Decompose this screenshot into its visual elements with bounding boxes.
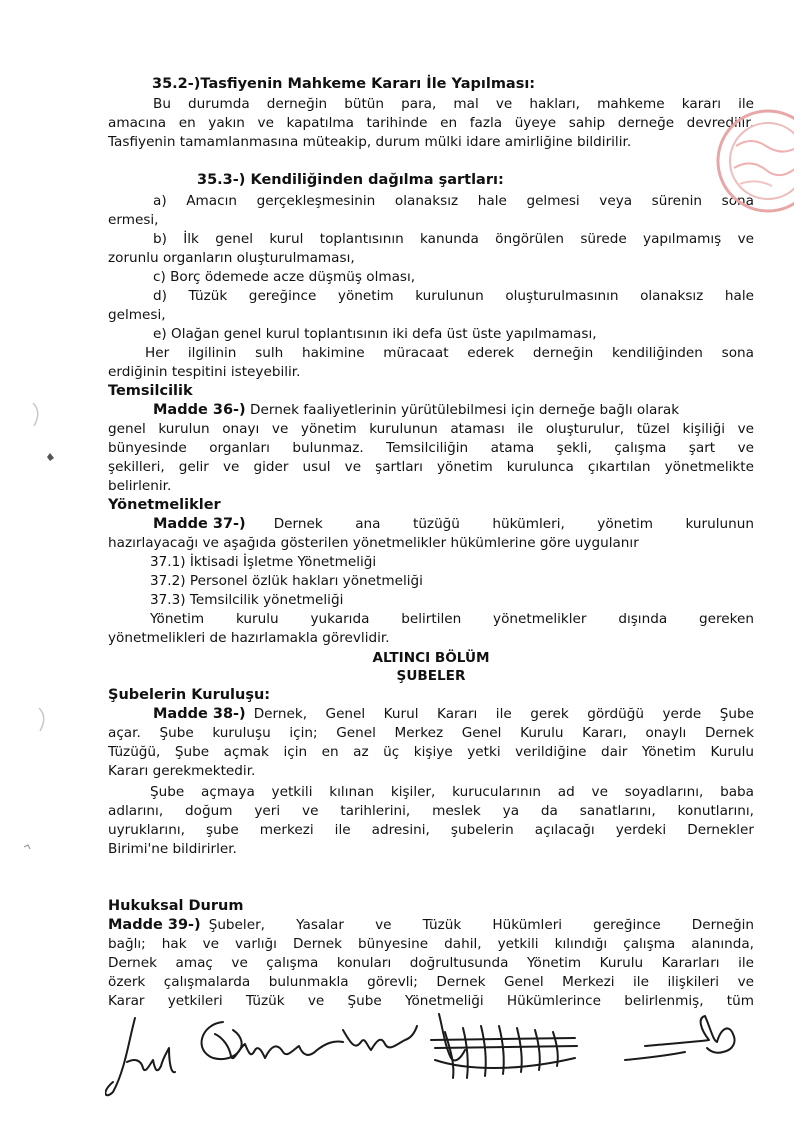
madde-39-line-1 [108, 917, 754, 934]
s352-line-1: Bu durumda derneğin bütün para, mal ve hakları, mahkeme kararı ile [153, 96, 754, 112]
s352-line-2: amacına en yakın ve kapatılma tarihinde en fazla üyeye sahip derneğe devredilir. [108, 115, 754, 131]
madde-38-line-4: Kararı gerekmektedir. [108, 763, 256, 779]
hukuksal-heading: Hukuksal Durum [108, 898, 244, 914]
yonetmelik-item-1: 37.1) İktisadi İşletme Yönetmeliği [150, 554, 377, 570]
subeler-heading: Şubelerin Kuruluşu: [108, 687, 271, 703]
s353-line-5: c) Borç ödemede acze düşmüş olması, [153, 269, 416, 285]
margin-mark-icon [30, 400, 46, 430]
madde-39-line-5: Karar yetkileri Tüzük ve Şube Yönetmeliği Hükümlerince belirlenmiş, tüm [108, 993, 754, 1009]
madde-36-text-1: Dernek faaliyetlerinin yürütülebilmesi için derneğe bağlı olarak [250, 402, 680, 418]
s353-line-7: gelmesi, [108, 307, 166, 323]
margin-speck-icon [44, 450, 58, 464]
madde-38-text-1: Dernek, Genel Kurul Kararı ile gerek gördüğü yerde Şube [253, 706, 754, 722]
madde-39-line-3: Dernek amaç ve çalışma konuları doğrultusunda Yönetim Kurulu Kararları ile [108, 955, 754, 971]
madde-37-text-1: Dernek ana tüzüğü hükümleri, yönetim kurulunun [273, 516, 754, 532]
chapter-number: ALTINCI BÖLÜM [372, 650, 490, 666]
yonetmelik-after-1: Yönetim kurulu yukarıda belirtilen yönetmelikler dışında gereken [150, 611, 754, 627]
s353-line-1: a) Amacın gerçekleşmesinin olanaksız hale gelmesi veya sürenin sona [153, 193, 754, 209]
madde-37-label: Madde 37-) [153, 516, 246, 532]
s353-line-9: Her ilgilinin sulh hakimine müracaat ederek derneğin kendiliğinden sona [145, 345, 754, 361]
madde-37-line-1 [153, 516, 754, 533]
yonetmelik-item-3: 37.3) Temsilcilik yönetmeliği [150, 592, 344, 608]
madde-36-line-5: belirlenir. [108, 478, 172, 494]
madde-38-label: Madde 38-) [153, 706, 246, 722]
madde-39-text-1: Şubeler, Yasalar ve Tüzük Hükümleri gereğince Derneğin [208, 917, 754, 933]
section-35-2-title: 35.2-)Tasfiyenin Mahkeme Kararı İle Yapılması: [152, 76, 536, 92]
margin-speck-icon-2 [20, 840, 34, 854]
yonetmelik-item-2: 37.2) Personel özlük hakları yönetmeliği [150, 573, 423, 589]
madde-39-label: Madde 39-) [108, 917, 201, 933]
s353-line-4: zorunlu organların oluşturulmaması, [108, 250, 355, 266]
madde-38-line-3: Tüzüğü, Şube açmak için en az üç kişiye yetki verildiğine dair Yönetim Kurulu [108, 744, 754, 760]
madde-36-label: Madde 36-) [153, 402, 246, 418]
s353-line-3: b) İlk genel kurul toplantısının kanunda öngörülen sürede yapılmamış ve [153, 231, 754, 247]
s353-line-2: ermesi, [108, 212, 159, 228]
madde-38-p2-line-1: Şube açmaya yetkili kılınan kişiler, kurucularının ad ve soyadlarını, baba [150, 784, 754, 800]
temsilcilik-heading: Temsilcilik [108, 383, 193, 399]
madde-38-p2-line-4: Birimi'ne bildirirler. [108, 841, 237, 857]
s352-line-3: Tasfiyenin tamamlanmasına müteakip, durum mülki idare amirliğine bildirilir. [108, 134, 632, 150]
chapter-title: ŞUBELER [396, 668, 466, 684]
madde-36-line-4: şekilleri, gelir ve gider usul ve şartları yönetim kurulunca çıkartılan yönetmelikte [108, 459, 754, 475]
s353-line-6: d) Tüzük gereğince yönetim kurulunun oluşturulmasının olanaksız hale [153, 288, 754, 304]
madde-38-line-1 [153, 706, 754, 723]
signatures-image [105, 1000, 765, 1110]
madde-38-p2-line-2: adlarını, doğum yeri ve tarihlerini, meslek ya da sanatlarını, konutlarını, [108, 803, 754, 819]
s353-line-8: e) Olağan genel kurul toplantısının iki defa üst üste yapılmaması, [153, 326, 597, 342]
margin-mark-icon-2 [36, 705, 52, 735]
s353-line-10: erdiğinin tespitini isteyebilir. [108, 364, 301, 380]
madde-37-line-2: hazırlayacağı ve aşağıda gösterilen yönetmelikler hükümlerine göre uygulanır [108, 535, 639, 551]
yonetmelik-after-2: yönetmelikleri de hazırlamakla görevlidir. [108, 630, 390, 646]
madde-36-line-3: bünyesinde organları bulunmaz. Temsilciliğin atama şekli, çalışma şart ve [108, 440, 754, 456]
madde-36-line-2: genel kurulun onayı ve yönetim kurulunun ataması ile oluşturulur, tüzel kişiliği ve [108, 421, 754, 437]
yonetmelikler-heading: Yönetmelikler [108, 497, 221, 513]
madde-38-p2-line-3: uyruklarını, şube merkezi ile adresini, şubelerin açılacağı yerdeki Dernekler [108, 822, 754, 838]
madde-36-line-1 [153, 402, 754, 419]
madde-38-line-2: açar. Şube kuruluşu için; Genel Merkez Genel Kurulu Kararı, onaylı Dernek [108, 725, 754, 741]
section-35-3-title: 35.3-) Kendiliğinden dağılma şartları: [197, 172, 504, 188]
madde-39-line-4: özerk çalışmalarda bulunmakla görevli; Dernek Genel Merkezi ile ilişkileri ve [108, 974, 754, 990]
madde-39-line-2: bağlı; hak ve varlığı Dernek bünyesine dahil, yetkili kılındığı çalışma alanında, [108, 936, 754, 952]
red-stamp-icon [706, 106, 794, 216]
